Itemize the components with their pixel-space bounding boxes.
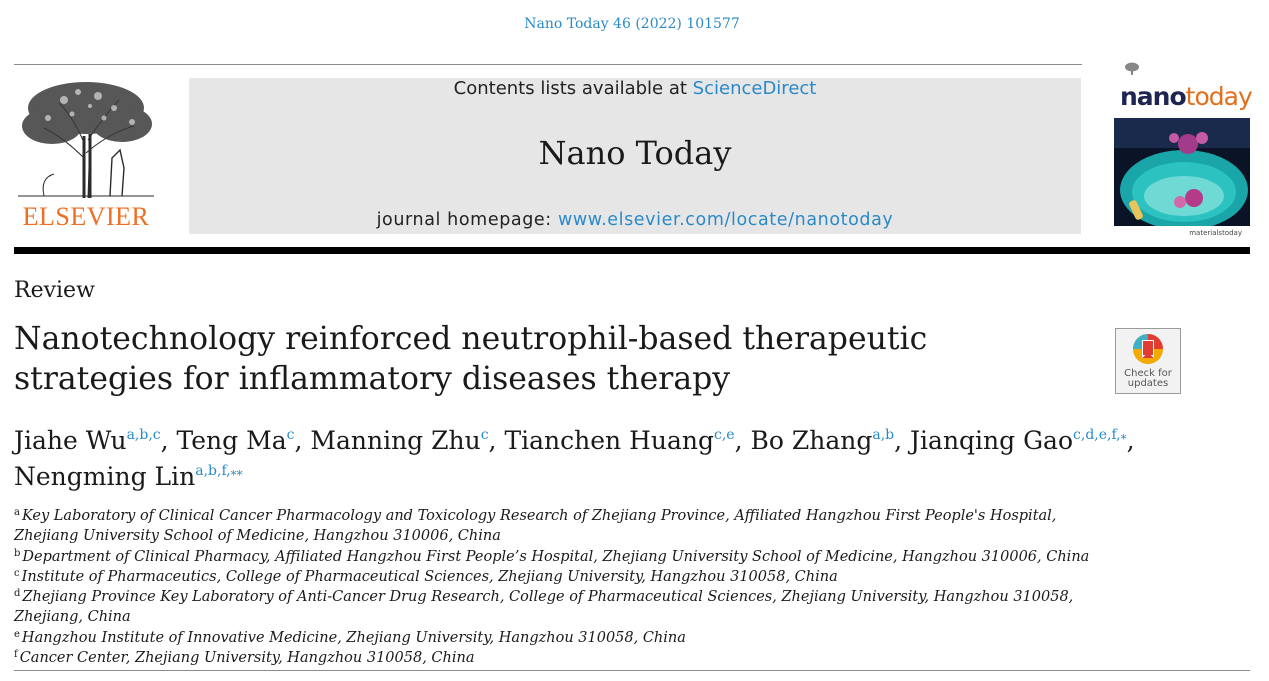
author-name[interactable]: Bo Zhang [750,426,873,455]
author-name[interactable]: Tianchen Huang [504,426,714,455]
author-affiliation-markers[interactable] [1073,427,1127,443]
author-affiliation-markers[interactable] [195,463,242,479]
affiliation-label: e [14,628,20,640]
affiliation-item [14,547,1114,567]
journal-cover[interactable] [1114,62,1250,238]
crossmark-icon [1132,333,1164,367]
affiliation-label: a [14,507,20,518]
journal-homepage-link[interactable]: www.elsevier.com/locate/nanotoday [557,210,894,230]
top-divider [14,64,1082,65]
check-for-updates-button[interactable] [1115,328,1181,394]
affiliation-item [14,567,1114,587]
elsevier-logo [14,78,158,236]
article-type: Review [14,278,95,303]
cover-publisher-logo [1124,62,1140,78]
author-affiliation-markers[interactable]: c [286,427,295,443]
author-name[interactable]: Nengming Lin [14,462,196,491]
affiliation-text: Key Laboratory of Clinical Cancer Pharmacology and Toxicology Research of Zhejiang Province, Affiliated Hangzhou First People's Hospital, Zhejiang University School of Medicine, Hangzhou 310006, China [14,508,1057,545]
bottom-divider [14,670,1250,671]
affiliation-letters[interactable]: a,b,f, [195,463,231,479]
updates-label: updates [1127,378,1169,389]
cover-brand-today: today [1185,82,1252,111]
author-affiliation-markers[interactable]: a,b,c [126,427,161,443]
journal-header-box [189,78,1081,234]
affiliation-text: Institute of Pharmaceutics, College of Pharmaceutical Sciences, Zhejiang University, Hangzhou 310058, China [21,568,838,585]
affiliation-label: f [14,649,18,661]
corresponding-author-mark[interactable]: ⁎ [1120,428,1127,442]
check-for-label: Check for [1124,368,1172,379]
check-for-updates-label [1116,369,1180,389]
small-tree-icon [1124,62,1140,76]
affiliation-item [14,628,1114,648]
header-thick-divider [14,247,1250,254]
tree-icon [14,78,158,200]
sciencedirect-link[interactable]: ScienceDirect [692,78,817,99]
article-title: Nanotechnology reinforced neutrophil-based therapeutic strategies for inflammatory diseases therapy [14,321,928,397]
affiliation-text: Zhejiang Province Key Laboratory of Anti-Cancer Drug Research, College of Pharmaceutical Sciences, Zhejiang University, Hangzhou 310058, Zhejiang, China [14,589,1074,626]
affiliation-text: Department of Clinical Pharmacy, Affiliated Hangzhou First People’s Hospital, Zhejiang University School of Medicine, Hangzhou 310006, China [22,548,1090,565]
affiliation-label: d [14,588,21,600]
affiliation-letters[interactable]: c,d,e,f, [1073,427,1121,443]
affiliation-text: Cancer Center, Zhejiang University, Hangzhou 310058, China [19,650,475,667]
journal-homepage-line [189,210,1081,230]
affiliation-list [14,506,1114,668]
affiliation-label: c [14,567,20,579]
author-name[interactable]: Manning Zhu [310,426,481,455]
journal-title: Nano Today [538,134,732,172]
contents-prefix: Contents lists available at [453,78,687,99]
elsevier-wordmark: ELSEVIER [22,202,150,231]
author-affiliation-markers[interactable]: c [480,427,489,443]
corresponding-author-mark[interactable]: ⁎⁎ [230,464,243,478]
cover-footer-brand: materialstoday [1189,229,1242,237]
cover-brand [1120,82,1252,111]
affiliation-item [14,587,1114,628]
cover-artwork [1114,118,1250,238]
author-name[interactable]: Jiahe Wu [14,426,127,455]
author-name[interactable]: Teng Ma [176,426,287,455]
affiliation-text: Hangzhou Institute of Innovative Medicine, Zhejiang University, Hangzhou 310058, China [21,629,686,646]
author-name[interactable]: Jianqing Gao [910,426,1074,455]
contents-available-line [189,78,1081,99]
author-affiliation-markers[interactable]: a,b [872,427,895,443]
author-list: Jiahe Wu$^{a,b,c}$, Teng Ma$^c$, Manning Zhu$^c$, Tianchen Huang$^{c,e}$, Bo Zhang$^{a,b}$, Jianqing Gao$^{c,d,e,f,⁎}$, Nengming Lin$^{a,b,f,⁎⁎}$ [14,426,1135,491]
homepage-prefix: journal homepage: [376,210,552,230]
journal-citation-link[interactable]: Nano Today 46 (2022) 101577 [524,16,740,32]
author-affiliation-markers[interactable]: c,e [714,427,735,443]
cover-brand-nano: nano [1120,82,1186,111]
affiliation-item [14,506,1114,547]
affiliation-item [14,648,1114,668]
affiliation-label: b [14,547,21,559]
